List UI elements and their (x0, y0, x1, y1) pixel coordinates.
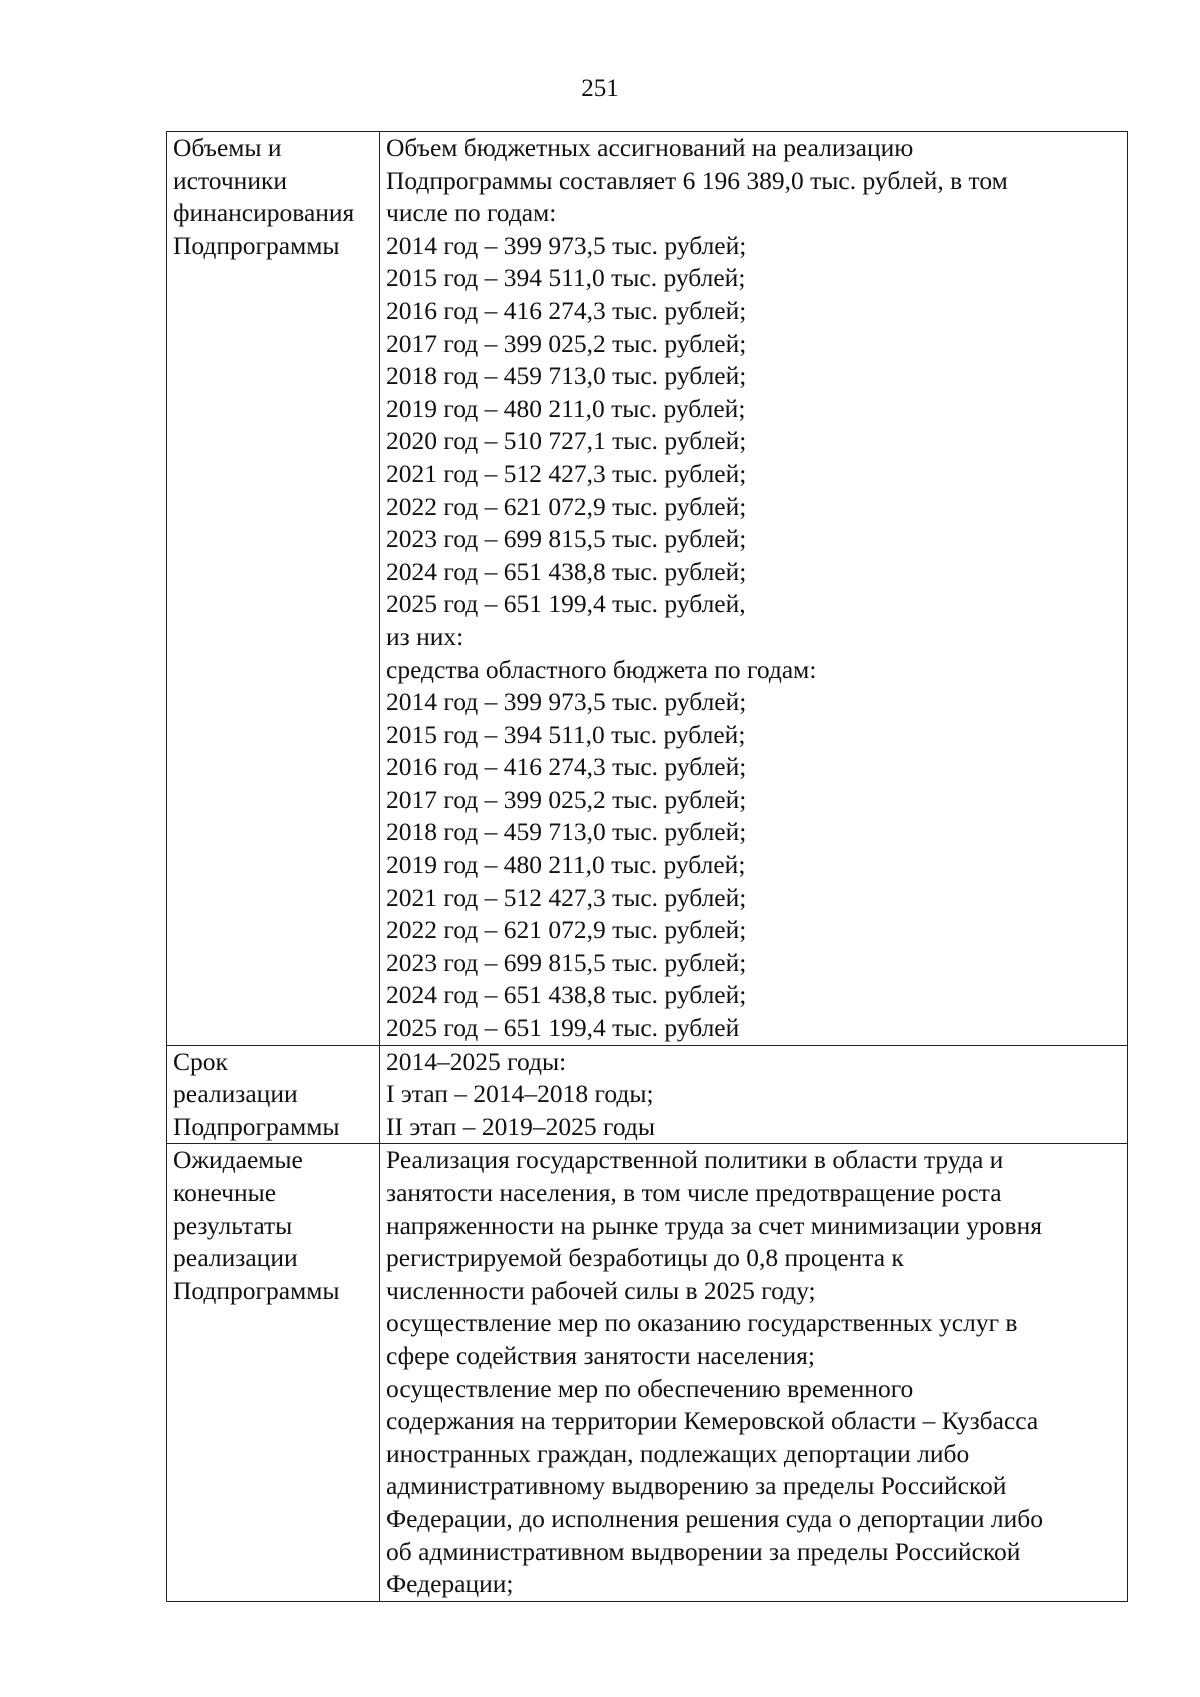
row-content-financing: Объем бюджетных ассигнований на реализацию Подпрограммы составляет 6 196 389,0 тыс. рублей, в том числе по годам: 2014 год – 399 973,5 тыс. рублей; 2015 год – 394 511,0 тыс. рублей; 2016 год – 416 274,3 тыс. рублей; 2017 год – 399 025,2 тыс. рублей; 2018 год – 459 713,0 тыс. рублей; 2019 год – 480 211,0 тыс. рублей; 2020 год – 510 727,1 тыс. рублей; 2021 год – 512 427,3 тыс. рублей; 2022 год – 621 072,9 тыс. рублей; 2023 год – 699 815,5 тыс. рублей; 2024 год – 651 438,8 тыс. рублей; 2025 год – 651 199,4 тыс. рублей, из них: средства областного бюджета по годам: 2014 год – 399 973,5 тыс. рублей; 2015 год – 394 511,0 тыс. рублей; 2016 год – 416 274,3 тыс. рублей; 2017 год – 399 025,2 тыс. рублей; 2018 год – 459 713,0 тыс. рублей; 2019 год – 480 211,0 тыс. рублей; 2021 год – 512 427,3 тыс. рублей; 2022 год – 621 072,9 тыс. рублей; 2023 год – 699 815,5 тыс. рублей; 2024 год – 651 438,8 тыс. рублей; 2025 год – 651 199,4 тыс. рублей (380, 132, 1128, 1046)
row-content-results: Реализация государственной политики в области труда и занятости населения, в том числе предотвращение роста напряженности на рынке труда за счет минимизации уровня регистрируемой безработицы до 0,8 процента к численности рабочей силы в 2025 году; осуществление мер по оказанию государственных услуг в сфере содействия занятости населения; осуществление мер по обеспечению временного содержания на территории Кемеровской области – Кузбасса иностранных граждан, подлежащих депортации либо административному выдворению за пределы Российской Федерации, до исполнения решения суда о депортации либо об административном выдворении за пределы Российской Федерации; (380, 1144, 1128, 1601)
subprogram-passport-table (166, 131, 1128, 1602)
table-row-financing (167, 132, 1128, 1046)
row-label-results: Ожидаемые конечные результаты реализации Подпрограммы (167, 1144, 380, 1601)
table-row-term (167, 1045, 1128, 1144)
row-content-term: 2014–2025 годы: I этап – 2014–2018 годы; II этап – 2019–2025 годы (380, 1045, 1128, 1144)
page-number: 251 (581, 75, 619, 102)
row-label-term: Срок реализации Подпрограммы (167, 1045, 380, 1144)
row-label-financing: Объемы и источники финансирования Подпрограммы (167, 132, 380, 1046)
table-row-results (167, 1144, 1128, 1601)
